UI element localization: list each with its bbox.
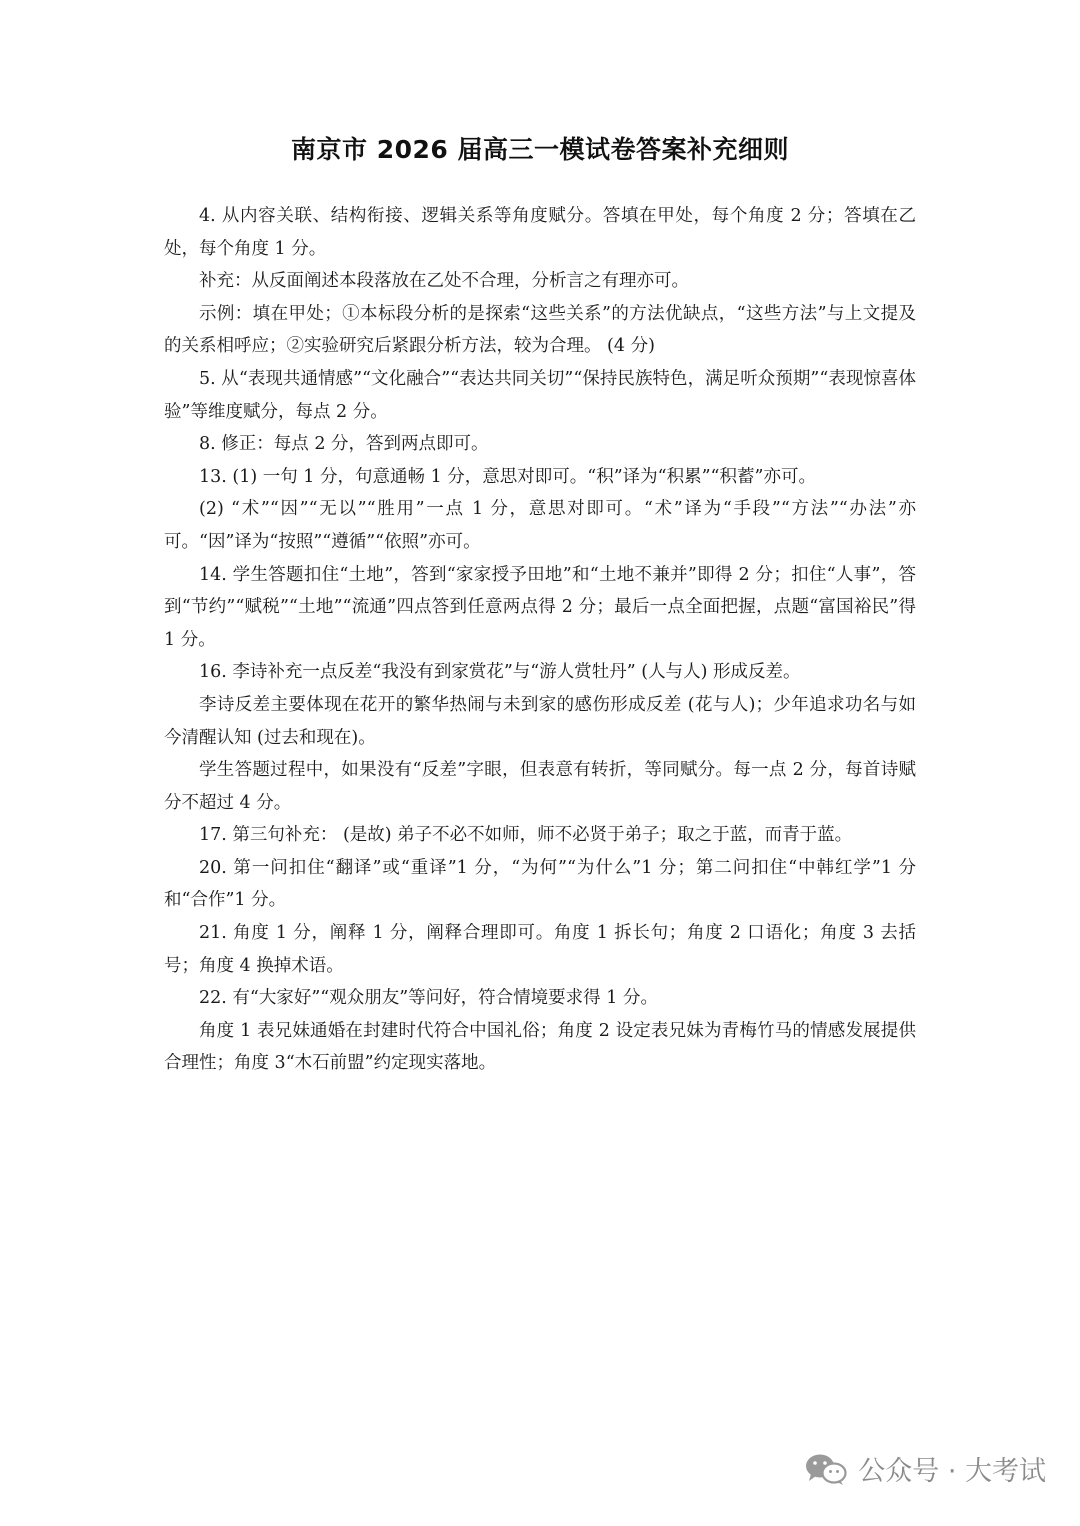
paragraph-q16-contrast: 李诗反差主要体现在花开的繁华热闹与未到家的感伤形成反差 (花与人)；少年追求功名与如今清醒认知 (过去和现在)。 xyxy=(164,694,916,748)
paragraph-q16-scoring: 学生答题过程中，如果没有“反差”字眼，但表意有转折，等同赋分。每一点 2 分，每首诗赋分不超过 4 分。 xyxy=(164,760,916,813)
paragraph-q5: 5. 从“表现共通情感”“文化融合”“表达共同关切”“保持民族特色，满足听众预期”“表现惊喜体验”等维度赋分，每点 2 分。 xyxy=(164,368,916,422)
watermark xyxy=(804,1449,1046,1488)
paragraph-q22: 22. 有“大家好”“观众朋友”等问好，符合情境要求得 1 分。 xyxy=(199,988,658,1009)
paragraph-q8: 8. 修正：每点 2 分，答到两点即可。 xyxy=(199,434,489,455)
page-title: 南京市 2026 届高三一模试卷答案补充细则 xyxy=(291,135,789,164)
paragraph-q20: 20. 第一问扣住“翻译”或“重译”1 分，“为何”“为什么”1 分；第二问扣住“中韩红学”1 分和“合作”1 分。 xyxy=(164,857,916,911)
paragraph-q22-angles: 角度 1 表兄妹通婚在封建时代符合中国礼俗；角度 2 设定表兄妹为青梅竹马的情感发展提供合理性；角度 3“木石前盟”约定现实落地。 xyxy=(164,1020,916,1074)
paragraph-q13-2: (2) “术”“因”“无以”“胜用”一点 1 分，意思对即可。“术”译为“手段”“方法”“办法”亦可。“因”译为“按照”“遵循”“依照”亦可。 xyxy=(164,499,916,552)
paragraph-q13-1: 13. (1) 一句 1 分，句意通畅 1 分，意思对即可。“积”译为“积累”“积蓄”亦可。 xyxy=(199,466,816,487)
watermark-text: 公众号 · 大考试 xyxy=(858,1456,1046,1487)
paragraph-q17: 17. 第三句补充： (是故) 弟子不必不如师，师不必贤于弟子；取之于蓝，而青于蓝。 xyxy=(199,825,853,846)
document-body xyxy=(164,200,916,1080)
wechat-icon xyxy=(804,1452,848,1486)
paragraph-q4-supplement: 补充：从反面阐述本段落放在乙处不合理，分析言之有理亦可。 xyxy=(199,271,689,292)
paragraph-q4: 4. 从内容关联、结构衔接、逻辑关系等角度赋分。答填在甲处，每个角度 2 分；答填在乙处，每个角度 1 分。 xyxy=(164,206,916,259)
paragraph-q14: 14. 学生答题扣住“土地”，答到“家家授予田地”和“土地不兼并”即得 2 分；扣住“人事”，答到“节约”“赋税”“土地”“流通”四点答到任意两点得 2 分；最后一点全面把握，点题“富国裕民”得 1 分。 xyxy=(164,564,916,650)
paragraph-q21: 21. 角度 1 分，阐释 1 分，阐释合理即可。角度 1 拆长句；角度 2 口语化；角度 3 去括号；角度 4 换掉术语。 xyxy=(164,923,916,976)
paragraph-q16: 16. 李诗补充一点反差“我没有到家赏花”与“游人赏牡丹” (人与人) 形成反差。 xyxy=(199,662,801,683)
paragraph-q4-example: 示例：填在甲处；①本标段分析的是探索“这些关系”的方法优缺点，“这些方法”与上文提及的关系相呼应；②实验研究后紧跟分析方法，较为合理。 (4 分) xyxy=(164,303,916,357)
